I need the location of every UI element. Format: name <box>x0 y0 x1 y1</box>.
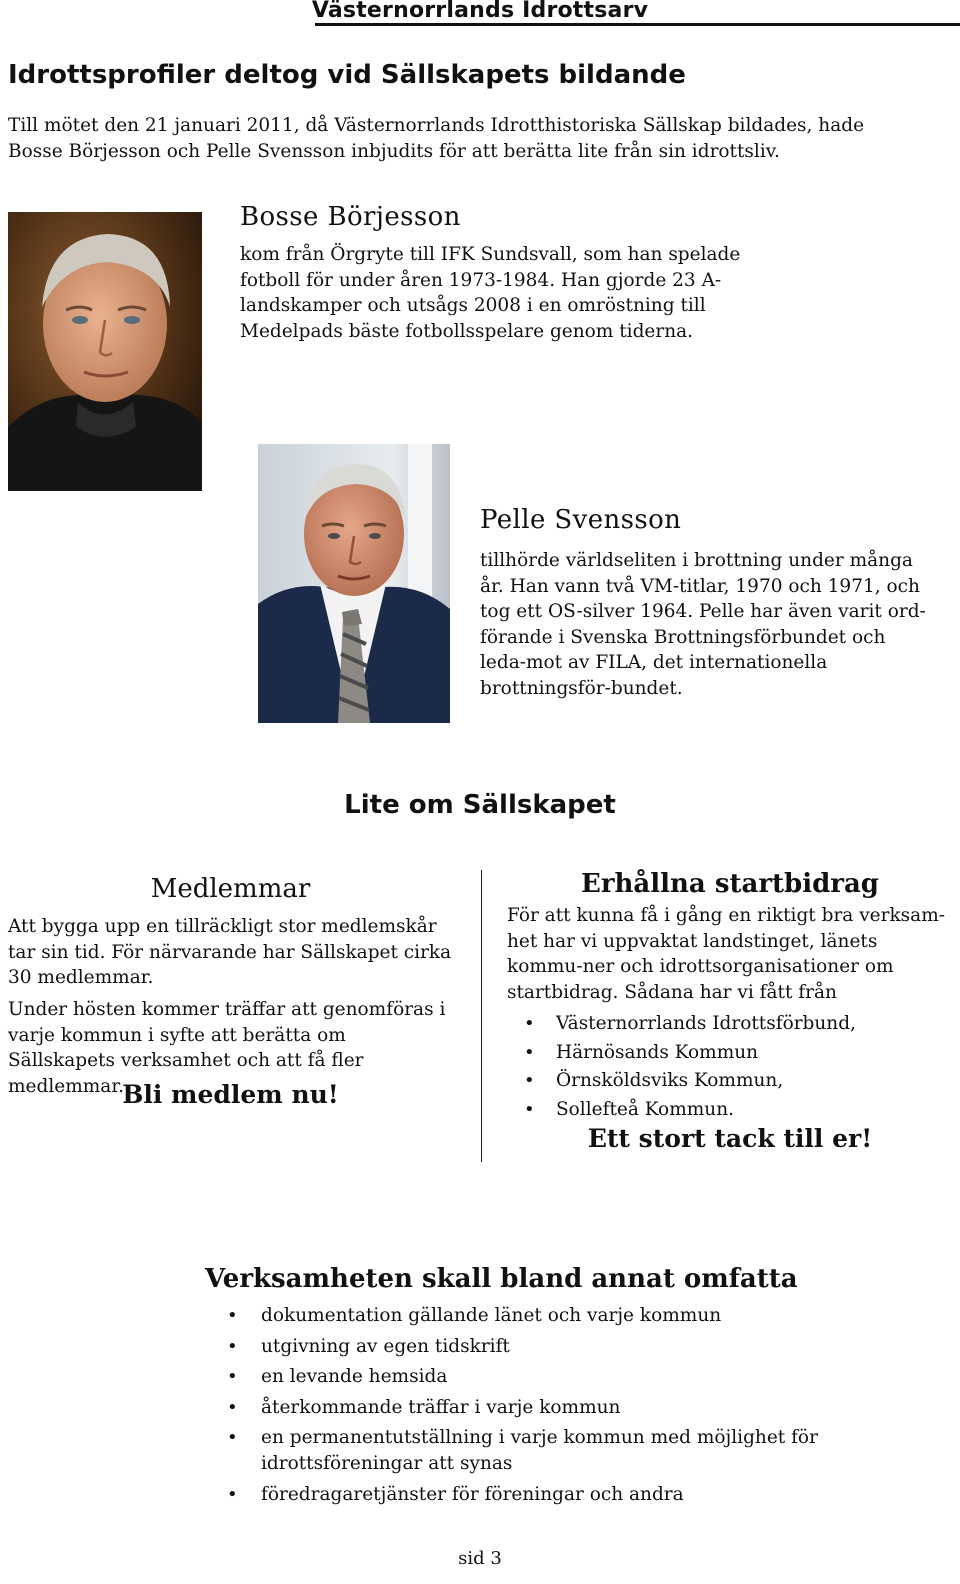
list-item: • Västernorrlands Idrottsförbund, <box>520 1010 950 1039</box>
bosse-borjesson-photo <box>8 212 202 491</box>
pelle-bio: tillhörde världseliten i brottning under många år. Han vann två VM-titlar, 1970 och 1971, och tog ett OS-silver 1964. Pelle har även varit ord-förande i Svenska Brottningsförbundet och leda-mot av FILA, det internationella brottningsför-bundet. <box>480 550 926 699</box>
article-intro: Till mötet den 21 januari 2011, då Västernorrlands Idrotthistoriska Sällskap bildades, hade Bosse Börjesson och Pelle Svensson inbjudits för att berätta lite från sin idrottsliv. <box>8 115 865 162</box>
list-item: • utgivning av egen tidskrift <box>225 1334 865 1360</box>
funding-list <box>520 1010 950 1124</box>
activities-list <box>225 1303 865 1512</box>
list-item: • Härnösands Kommun <box>520 1039 950 1068</box>
column-divider <box>481 870 482 1162</box>
bosse-name: Bosse Börjesson <box>240 202 461 232</box>
bosse-bio: kom från Örgryte till IFK Sundsvall, som han spelade fotboll för under åren 1973-1984. Han gjorde 23 A-landskamper och utsågs 2008 i en omröstning till Medelpads bäste fotbollsspelare genom tiderna. <box>240 244 741 342</box>
article-heading: Idrottsprofiler deltog vid Sällskapets bildande <box>8 60 686 90</box>
list-item: • dokumentation gällande länet och varje kommun <box>225 1303 865 1329</box>
newsletter-title: Västernorrlands Idrottsarv <box>311 0 649 23</box>
list-item: • en permanentutställning i varje kommun med möjlighet för idrottsföreningar att synas <box>225 1425 865 1477</box>
join-callout: Bli medlem nu! <box>122 1080 339 1109</box>
members-paragraph-1: Att bygga upp en tillräckligt stor medlemskår tar sin tid. För närvarande har Sällskapet cirka 30 medlemmar. <box>8 916 452 988</box>
page-number: sid 3 <box>458 1548 502 1569</box>
list-item: • Örnsköldsviks Kommun, <box>520 1067 950 1096</box>
activities-heading: Verksamheten skall bland annat omfatta <box>205 1264 798 1294</box>
pelle-name: Pelle Svensson <box>480 505 682 535</box>
header-rule <box>315 23 960 26</box>
list-item: • Sollefteå Kommun. <box>520 1096 950 1125</box>
funding-paragraph: För att kunna få i gång en riktigt bra verksam-het har vi uppvaktat landstinget, länets kommu-ner och idrottsorganisationer om startbidrag. Sådana har vi fått från <box>507 905 945 1003</box>
members-paragraph-2: Under hösten kommer träffar att genomföras i varje kommun i syfte att berätta om Sällskapets verksamhet och att få fler medlemmar. <box>8 999 446 1097</box>
funding-heading: Erhållna startbidrag <box>581 869 879 899</box>
pelle-svensson-photo <box>258 444 450 723</box>
society-heading: Lite om Sällskapet <box>344 790 616 820</box>
funding-thanks: Ett stort tack till er! <box>587 1124 873 1153</box>
members-heading: Medlemmar <box>150 874 311 904</box>
list-item: • en levande hemsida <box>225 1364 865 1390</box>
list-item: • föredragaretjänster för föreningar och andra <box>225 1482 865 1508</box>
list-item: • återkommande träffar i varje kommun <box>225 1395 865 1421</box>
